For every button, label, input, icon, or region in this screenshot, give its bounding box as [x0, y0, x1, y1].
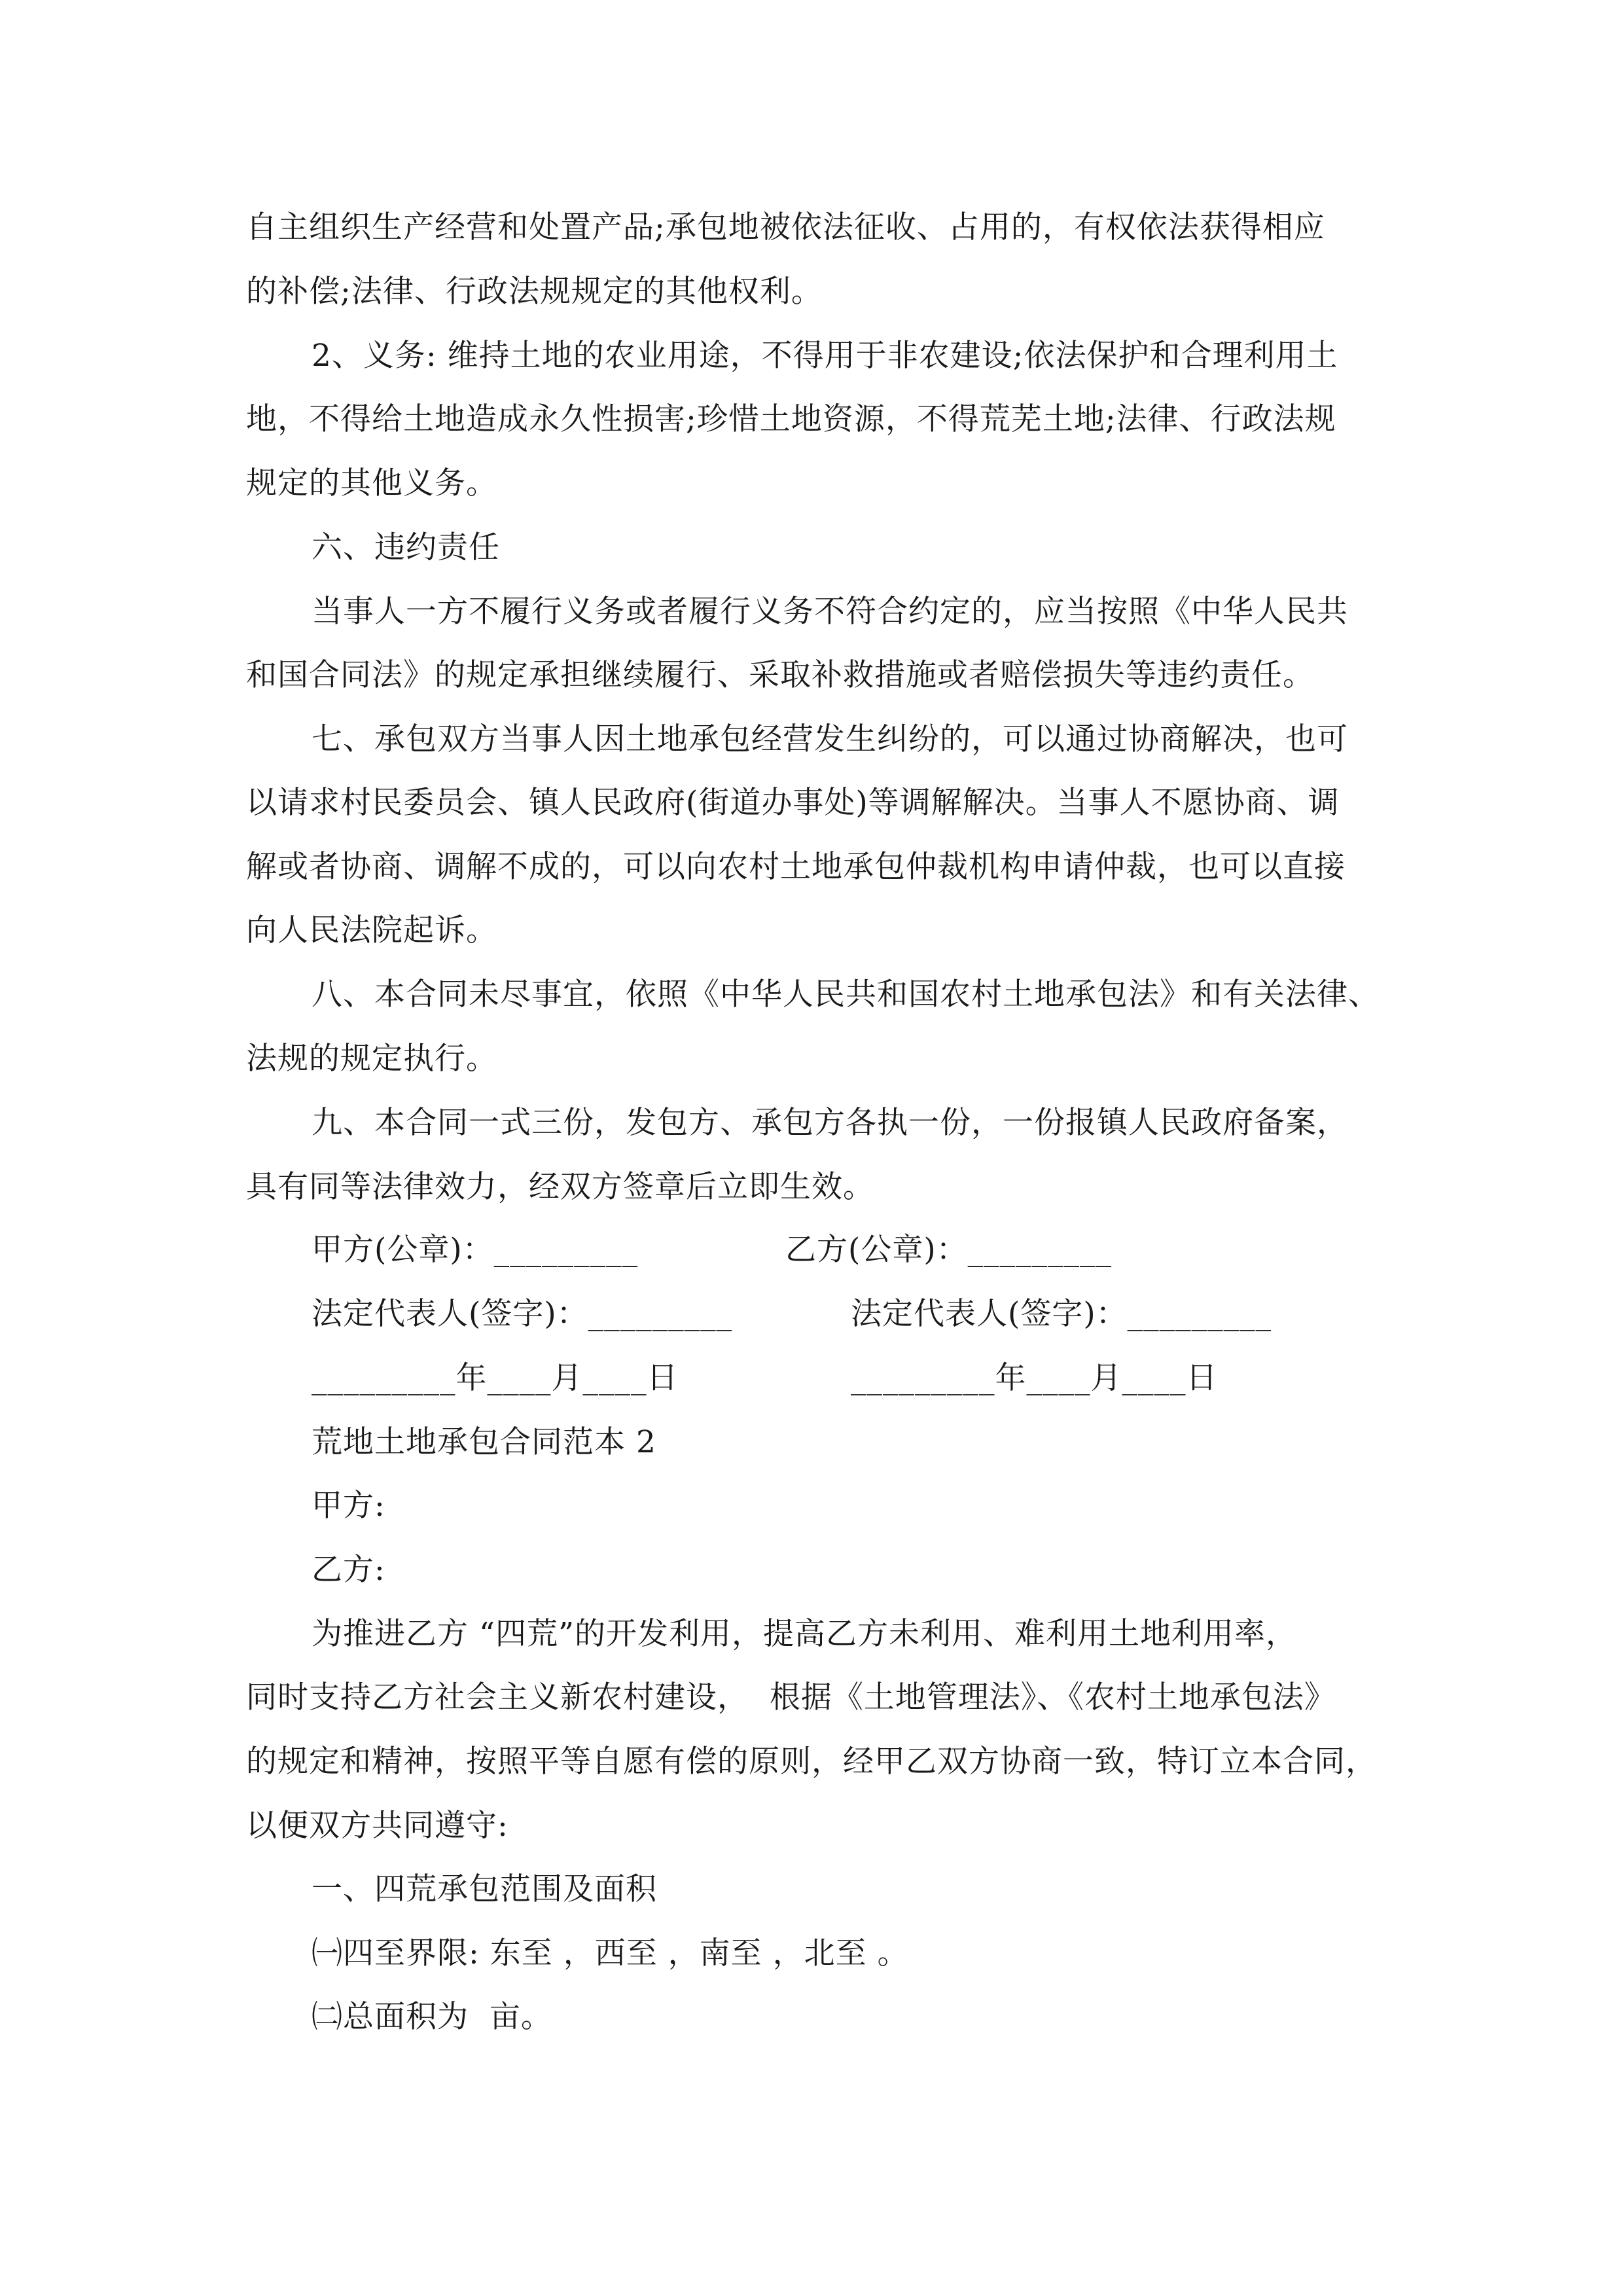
party-a-seal: 甲方(公章)：_________ [312, 1232, 639, 1268]
party-a-representative: 法定代表人(签字)：_________ [312, 1296, 733, 1332]
paragraph-line: 自主组织生产经营和处置产品;承包地被依法征收、占用的，有权依法获得相应 [246, 209, 1325, 245]
list-item: ㈠四至界限: 东至 ，西至 ，南至 ，北至 。 [312, 1935, 909, 1971]
paragraph-line: 和国合同法》的规定承担继续履行、采取补救措施或者赔偿损失等违约责任。 [246, 657, 1314, 693]
paragraph-line: 的补偿;法律、行政法规规定的其他权利。 [246, 274, 823, 310]
paragraph-line: 以便双方共同遵守: [246, 1808, 508, 1844]
paragraph-line: 2、义务: 维持土地的农业用途，不得用于非农建设;依法保护和合理利用土 [312, 338, 1338, 374]
party-b-date: _________年____月____日 [851, 1360, 1218, 1396]
paragraph-line: 法规的规定执行。 [246, 1041, 497, 1077]
paragraph-line: 解或者协商、调解不成的，可以向农村土地承包仲裁机构申请仲裁，也可以直接 [246, 849, 1346, 885]
paragraph-line: 八、本合同未尽事宜，依照《中华人民共和国农村土地承包法》和有关法律、 [312, 977, 1380, 1013]
paragraph-line: 向人民法院起诉。 [246, 912, 497, 948]
section-heading: 六、违约责任 [312, 529, 500, 565]
paragraph-line: 具有同等法律效力，经双方签章后立即生效。 [246, 1169, 874, 1205]
party-b-representative: 法定代表人(签字)：_________ [851, 1296, 1272, 1332]
party-b-seal: 乙方(公章)：_________ [785, 1232, 1113, 1268]
list-item: ㈡总面积为 亩。 [312, 1999, 552, 2035]
paragraph-line: 地，不得给土地造成永久性损害;珍惜土地资源，不得荒芜土地;法律、行政法规 [246, 401, 1336, 437]
paragraph-line: 为推进乙方 “四荒”的开发利用，提高乙方未利用、难利用土地利用率， [312, 1616, 1297, 1652]
party-a-date: _________年____月____日 [312, 1360, 679, 1396]
party-b-label: 乙方: [312, 1552, 385, 1588]
paragraph-line: 规定的其他义务。 [246, 465, 497, 501]
party-a-label: 甲方: [312, 1488, 385, 1524]
paragraph-line: 七、承包双方当事人因土地承包经营发生纠纷的，可以通过协商解决，也可 [312, 721, 1348, 757]
section-heading: 一、四荒承包范围及面积 [312, 1871, 657, 1907]
paragraph-line: 九、本合同一式三份，发包方、承包方各执一份，一份报镇人民政府备案， [312, 1105, 1348, 1141]
paragraph-line: 当事人一方不履行义务或者履行义务不符合约定的，应当按照《中华人民共 [312, 594, 1348, 630]
paragraph-line: 以请求村民委员会、镇人民政府(街道办事处)等调解解决。当事人不愿协商、调 [246, 785, 1340, 821]
paragraph-line: 的规定和精神，按照平等自愿有偿的原则，经甲乙双方协商一致，特订立本合同， [246, 1744, 1377, 1780]
paragraph-line: 同时支持乙方社会主义新农村建设， 根据《土地管理法》、《农村土地承包法》 [246, 1679, 1336, 1715]
contract-title: 荒地土地承包合同范本 2 [312, 1424, 656, 1460]
